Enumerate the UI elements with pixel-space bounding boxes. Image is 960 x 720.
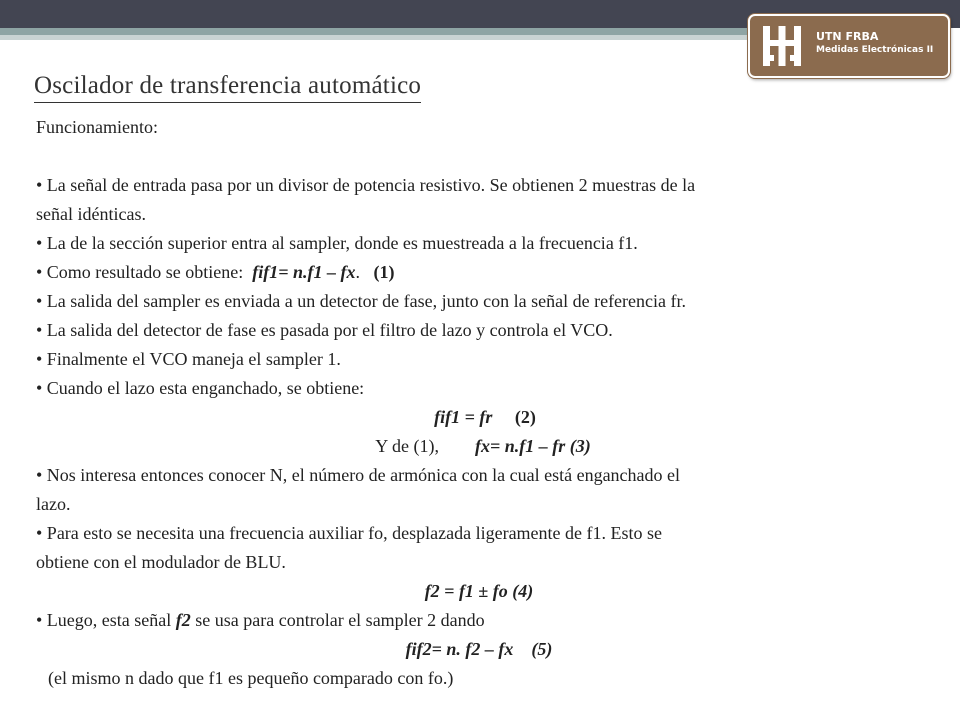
accent-stripe <box>0 28 760 35</box>
slide-title: Oscilador de transferencia automático <box>34 72 421 103</box>
bullet-text: • La señal de entrada pasa por un divisor de potencia resistivo. Se obtienen 2 muestras de la <box>36 175 696 195</box>
bullet-text: • Nos interesa entonces conocer N, el número de armónica con la cual está enganchado el <box>36 465 681 485</box>
equation-5-line <box>36 635 916 664</box>
bullet-text: • Para esto se necesita una frecuencia auxiliar fo, desplazada ligeramente de f1. Esto se <box>36 523 663 543</box>
section-heading: Funcionamiento: <box>36 117 158 137</box>
equation-prefix: Y de (1), <box>375 436 440 456</box>
equation-number: (2) <box>514 407 536 427</box>
equation-5: fif2= n. f2 – fx <box>405 639 514 659</box>
bullet-text: obtiene con el modulador de BLU. <box>36 552 286 572</box>
equation-2: fif1 = fr <box>434 407 493 427</box>
bullet-sampler-2 <box>36 606 916 635</box>
bullet-text: • La salida del sampler es enviada a un detector de fase, junto con la señal de referencia fr. <box>36 291 687 311</box>
equation-number: (1) <box>373 262 395 282</box>
bullet-text: • Cuando el lazo esta enganchado, se obtiene: <box>36 378 365 398</box>
logo-subtitle: Medidas Electrónicas II <box>816 45 934 55</box>
bullet-text: • Luego, esta señal <box>36 610 172 630</box>
equation-3: fx= n.f1 – fr (3) <box>475 436 591 456</box>
equation-number: (5) <box>531 639 553 659</box>
slide-body <box>36 113 916 693</box>
bullet-text: • Finalmente el VCO maneja el sampler 1. <box>36 349 341 369</box>
bullet-text: • La salida del detector de fase es pasada por el filtro de lazo y controla el VCO. <box>36 320 613 340</box>
equation-4: f2 = f1 ± fo (4) <box>424 581 534 601</box>
bullet-result <box>36 258 916 287</box>
equation-1: fif1= n.f1 – fx <box>252 262 356 282</box>
bullet-text: • La de la sección superior entra al sampler, donde es muestreada a la frecuencia f1. <box>36 233 638 253</box>
equation-dot: . <box>355 262 361 282</box>
accent-stripe-light <box>0 35 760 40</box>
bullet-text: lazo. <box>36 494 71 514</box>
bullet-text: se usa para controlar el sampler 2 dando <box>195 610 485 630</box>
blank-line <box>36 142 916 171</box>
equation-2-line <box>36 403 916 432</box>
bullet-text: • Como resultado se obtiene: <box>36 262 244 282</box>
signal-f2: f2 <box>175 610 191 630</box>
footnote: (el mismo n dado que f1 es pequeño comparado con fo.) <box>48 668 454 688</box>
bullet-text: señal idénticas. <box>36 204 146 224</box>
utn-emblem-icon <box>760 24 804 68</box>
equation-3-line <box>36 432 916 461</box>
equation-4-line <box>36 577 916 606</box>
utn-logo <box>748 14 950 78</box>
logo-title: UTN FRBA <box>816 30 879 43</box>
